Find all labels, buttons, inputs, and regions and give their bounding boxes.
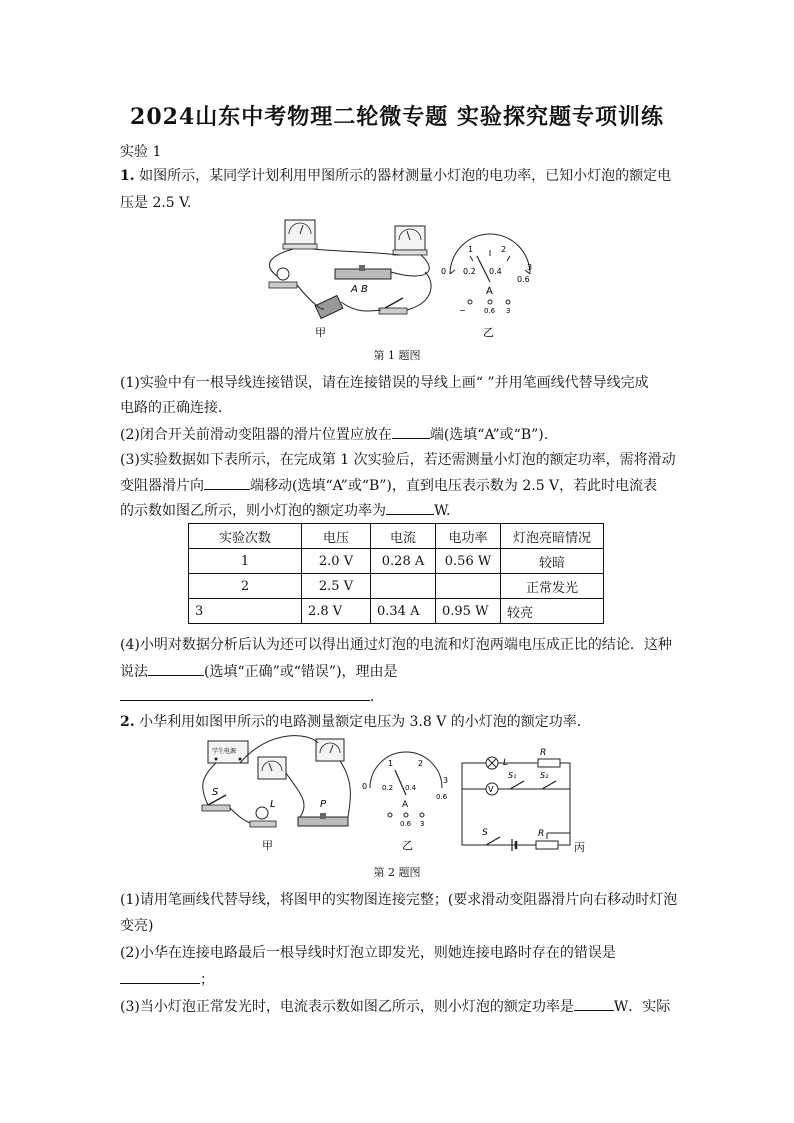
table-header: 电压 [302, 524, 371, 549]
q2-power-supply [208, 741, 248, 763]
q2-label-p: P [320, 799, 327, 810]
q1-term-minus: − [459, 306, 466, 315]
table-cell: 0.56 W [436, 549, 501, 574]
q1-label-jia: 甲 [315, 326, 326, 339]
table-cell: 2 [189, 574, 302, 599]
q1-p3-blank-power[interactable] [386, 500, 434, 515]
q2-label-yi: 乙 [402, 839, 413, 852]
q2-circuit-s2: S₂ [540, 771, 549, 780]
q1-label-yi: 乙 [483, 326, 494, 339]
q2-p2-text-b: ； [200, 972, 214, 988]
table-header: 电流 [371, 524, 436, 549]
q2-p3-blank-power[interactable] [574, 996, 614, 1011]
q1-p2 [120, 424, 548, 445]
table-cell: 正常发光 [501, 574, 604, 599]
section-label: 实验 1 [120, 144, 162, 160]
q2-p3-text-b: W．实际 [613, 999, 671, 1015]
q2-p1-line2: 变亮) [120, 918, 154, 934]
q1-p2-blank[interactable] [392, 424, 430, 439]
q1-caption: 第 1 题图 [373, 349, 421, 362]
q2-circuit-r: R [538, 829, 545, 839]
q1-p1-line2: 电路的正确连接． [120, 400, 232, 416]
q2-rheostat [298, 813, 348, 826]
q2-p1-line1: (1)请用笔画线代替导线，将图甲的实物图连接完整；(要求滑动变阻器滑片向右移动时灯泡 [120, 892, 678, 908]
q1-dial-a: A [486, 286, 493, 297]
table-cell: 2.5 V [302, 574, 371, 599]
table-cell: 0.34 A [371, 599, 436, 624]
q1-dial-06: 0.6 [517, 275, 530, 284]
q2-dial-2: 2 [418, 759, 424, 768]
q2-circuit-s: S [482, 828, 488, 838]
table-cell [436, 574, 501, 599]
q1-dial-04: 0.4 [489, 267, 502, 276]
q1-p4-line3 [120, 686, 384, 707]
table-cell: 较暗 [501, 549, 604, 574]
q1-dial-02: 0.2 [463, 267, 476, 276]
q2-p2-line2 [120, 969, 214, 990]
q1-ammeter [283, 220, 317, 249]
q1-p4-blank-reason[interactable] [120, 686, 370, 701]
q1-p4-text-c: ． [370, 689, 384, 705]
q1-wires [269, 249, 431, 311]
q1-p3-line2 [120, 475, 657, 496]
q2-p2-line1: (2)小华在连接电路最后一根导线时灯泡立即发光，则她连接电路时存在的错误是 [120, 945, 616, 961]
q2-label-s: S [212, 787, 219, 798]
table-header: 灯泡亮暗情况 [501, 524, 604, 549]
q1-stem-text1: 如图所示，某同学计划利用甲图所示的器材测量小灯泡的电功率，已知小灯泡的额定电 [139, 168, 672, 184]
q2-p3-text-a: (3)当小灯泡正常发光时，电流表示数如图乙所示，则小灯泡的额定功率是 [120, 999, 574, 1015]
q2-power-label: 学生电源 [212, 748, 237, 755]
q1-p3-blank-direction[interactable] [204, 475, 250, 490]
q1-number: 1. [120, 168, 135, 184]
q1-dial-2: 2 [501, 245, 507, 254]
q2-label-jia: 甲 [262, 839, 273, 852]
q1-p4-text-b1: 说法 [120, 664, 148, 680]
table-row [189, 599, 604, 624]
q2-dial-0: 0 [362, 782, 368, 791]
q2-caption: 第 2 题图 [373, 866, 421, 879]
table-cell: 3 [189, 599, 302, 624]
q2-p2-blank[interactable] [120, 969, 200, 984]
q2-circuit-r0: R [540, 748, 547, 758]
q2-dial-1: 1 [388, 759, 394, 768]
page-title: 2024山东中考物理二轮微专题 实验探究题专项训练 [130, 104, 664, 130]
q2-circuit-v: V [488, 785, 494, 794]
q2-term-06: 0.6 [400, 820, 412, 828]
q1-rheostat [335, 265, 391, 279]
q1-stem-line1 [120, 166, 671, 186]
q1-term-3: 3 [506, 307, 511, 315]
table-cell: 较亮 [501, 599, 604, 624]
q1-switch [379, 298, 407, 314]
q1-label-ab: A B [351, 284, 368, 295]
q2-dial-04: 0.4 [405, 784, 417, 792]
q2-circuit-s1: S₁ [508, 771, 517, 780]
q1-p3-line1: (3)实验数据如下表所示，在完成第 1 次实验后，若还需测量小灯泡的额定功率，需将滑动 [120, 452, 676, 468]
q1-p3-text-c1: 的示数如图乙所示，则小灯泡的额定功率为 [120, 503, 386, 519]
q1-p1-line1: (1)实验中有一根导线连接错误，请在连接错误的导线上画“ ”并用笔画线代替导线完成 [120, 375, 649, 391]
q2-term-3: 3 [420, 820, 425, 828]
q2-label-bing: 丙 [574, 841, 585, 854]
q2-dial-06: 0.6 [436, 793, 448, 801]
table-cell: 0.95 W [436, 599, 501, 624]
q1-p4-line1: (4)小明对数据分析后认为还可以得出通过灯泡的电流和灯泡两端电压成正比的结论．这种 [120, 637, 672, 653]
q1-dial-0: 0 [441, 267, 447, 276]
q1-dial-3: 3 [527, 263, 533, 272]
q1-p3-line3 [120, 500, 450, 521]
table-row [189, 549, 604, 574]
table-header: 电功率 [436, 524, 501, 549]
q1-stem-line2: 压是 2.5 V. [120, 195, 192, 211]
q1-figure [255, 212, 555, 342]
q1-data-table [188, 523, 604, 624]
q2-dial-02: 0.2 [382, 784, 394, 792]
q1-p4-blank-judgement[interactable] [148, 661, 204, 676]
q1-p3-text-b1: 变阻器滑片向 [120, 478, 204, 494]
q1-p4-line2 [120, 661, 398, 682]
table-cell: 0.28 A [371, 549, 436, 574]
q2-bulb [250, 807, 276, 827]
q2-dial-a: A [402, 800, 409, 810]
q2-stem [120, 712, 591, 732]
q2-number: 2. [120, 714, 135, 730]
q1-p2-text-a: (2)闭合开关前滑动变阻器的滑片位置应放在 [120, 427, 392, 443]
q2-dial-3: 3 [443, 776, 449, 785]
table-cell [371, 574, 436, 599]
table-cell: 1 [189, 549, 302, 574]
table-cell: 2.8 V [302, 599, 371, 624]
q2-ammeter [258, 757, 286, 779]
q1-p3-text-c2: W. [434, 503, 451, 519]
table-header: 实验次数 [189, 524, 302, 549]
q1-p3-text-b2: 端移动(选填“A”或“B”)，直到电压表示数为 2.5 V，若此时电流表 [250, 478, 658, 494]
q2-stem-text: 小华利用如图甲所示的电路测量额定电压为 3.8 V 的小灯泡的额定功率． [139, 714, 591, 730]
q1-p4-text-b2: (选填“正确”或“错误”)，理由是 [204, 664, 398, 680]
q2-p3 [120, 996, 670, 1017]
table-row [189, 574, 604, 599]
table-cell: 2.0 V [302, 549, 371, 574]
q2-circuit-l: L [503, 758, 509, 768]
q2-figure [190, 733, 610, 858]
q1-dial-1: 1 [468, 245, 474, 254]
q1-bulb [269, 268, 297, 288]
q2-label-l: L [270, 799, 276, 810]
q1-term-06: 0.6 [484, 307, 496, 315]
q1-voltmeter [393, 226, 427, 255]
q1-p2-text-b: 端(选填“A”或“B”). [429, 427, 549, 443]
q2-voltmeter [316, 739, 344, 761]
table-header-row [189, 524, 604, 549]
